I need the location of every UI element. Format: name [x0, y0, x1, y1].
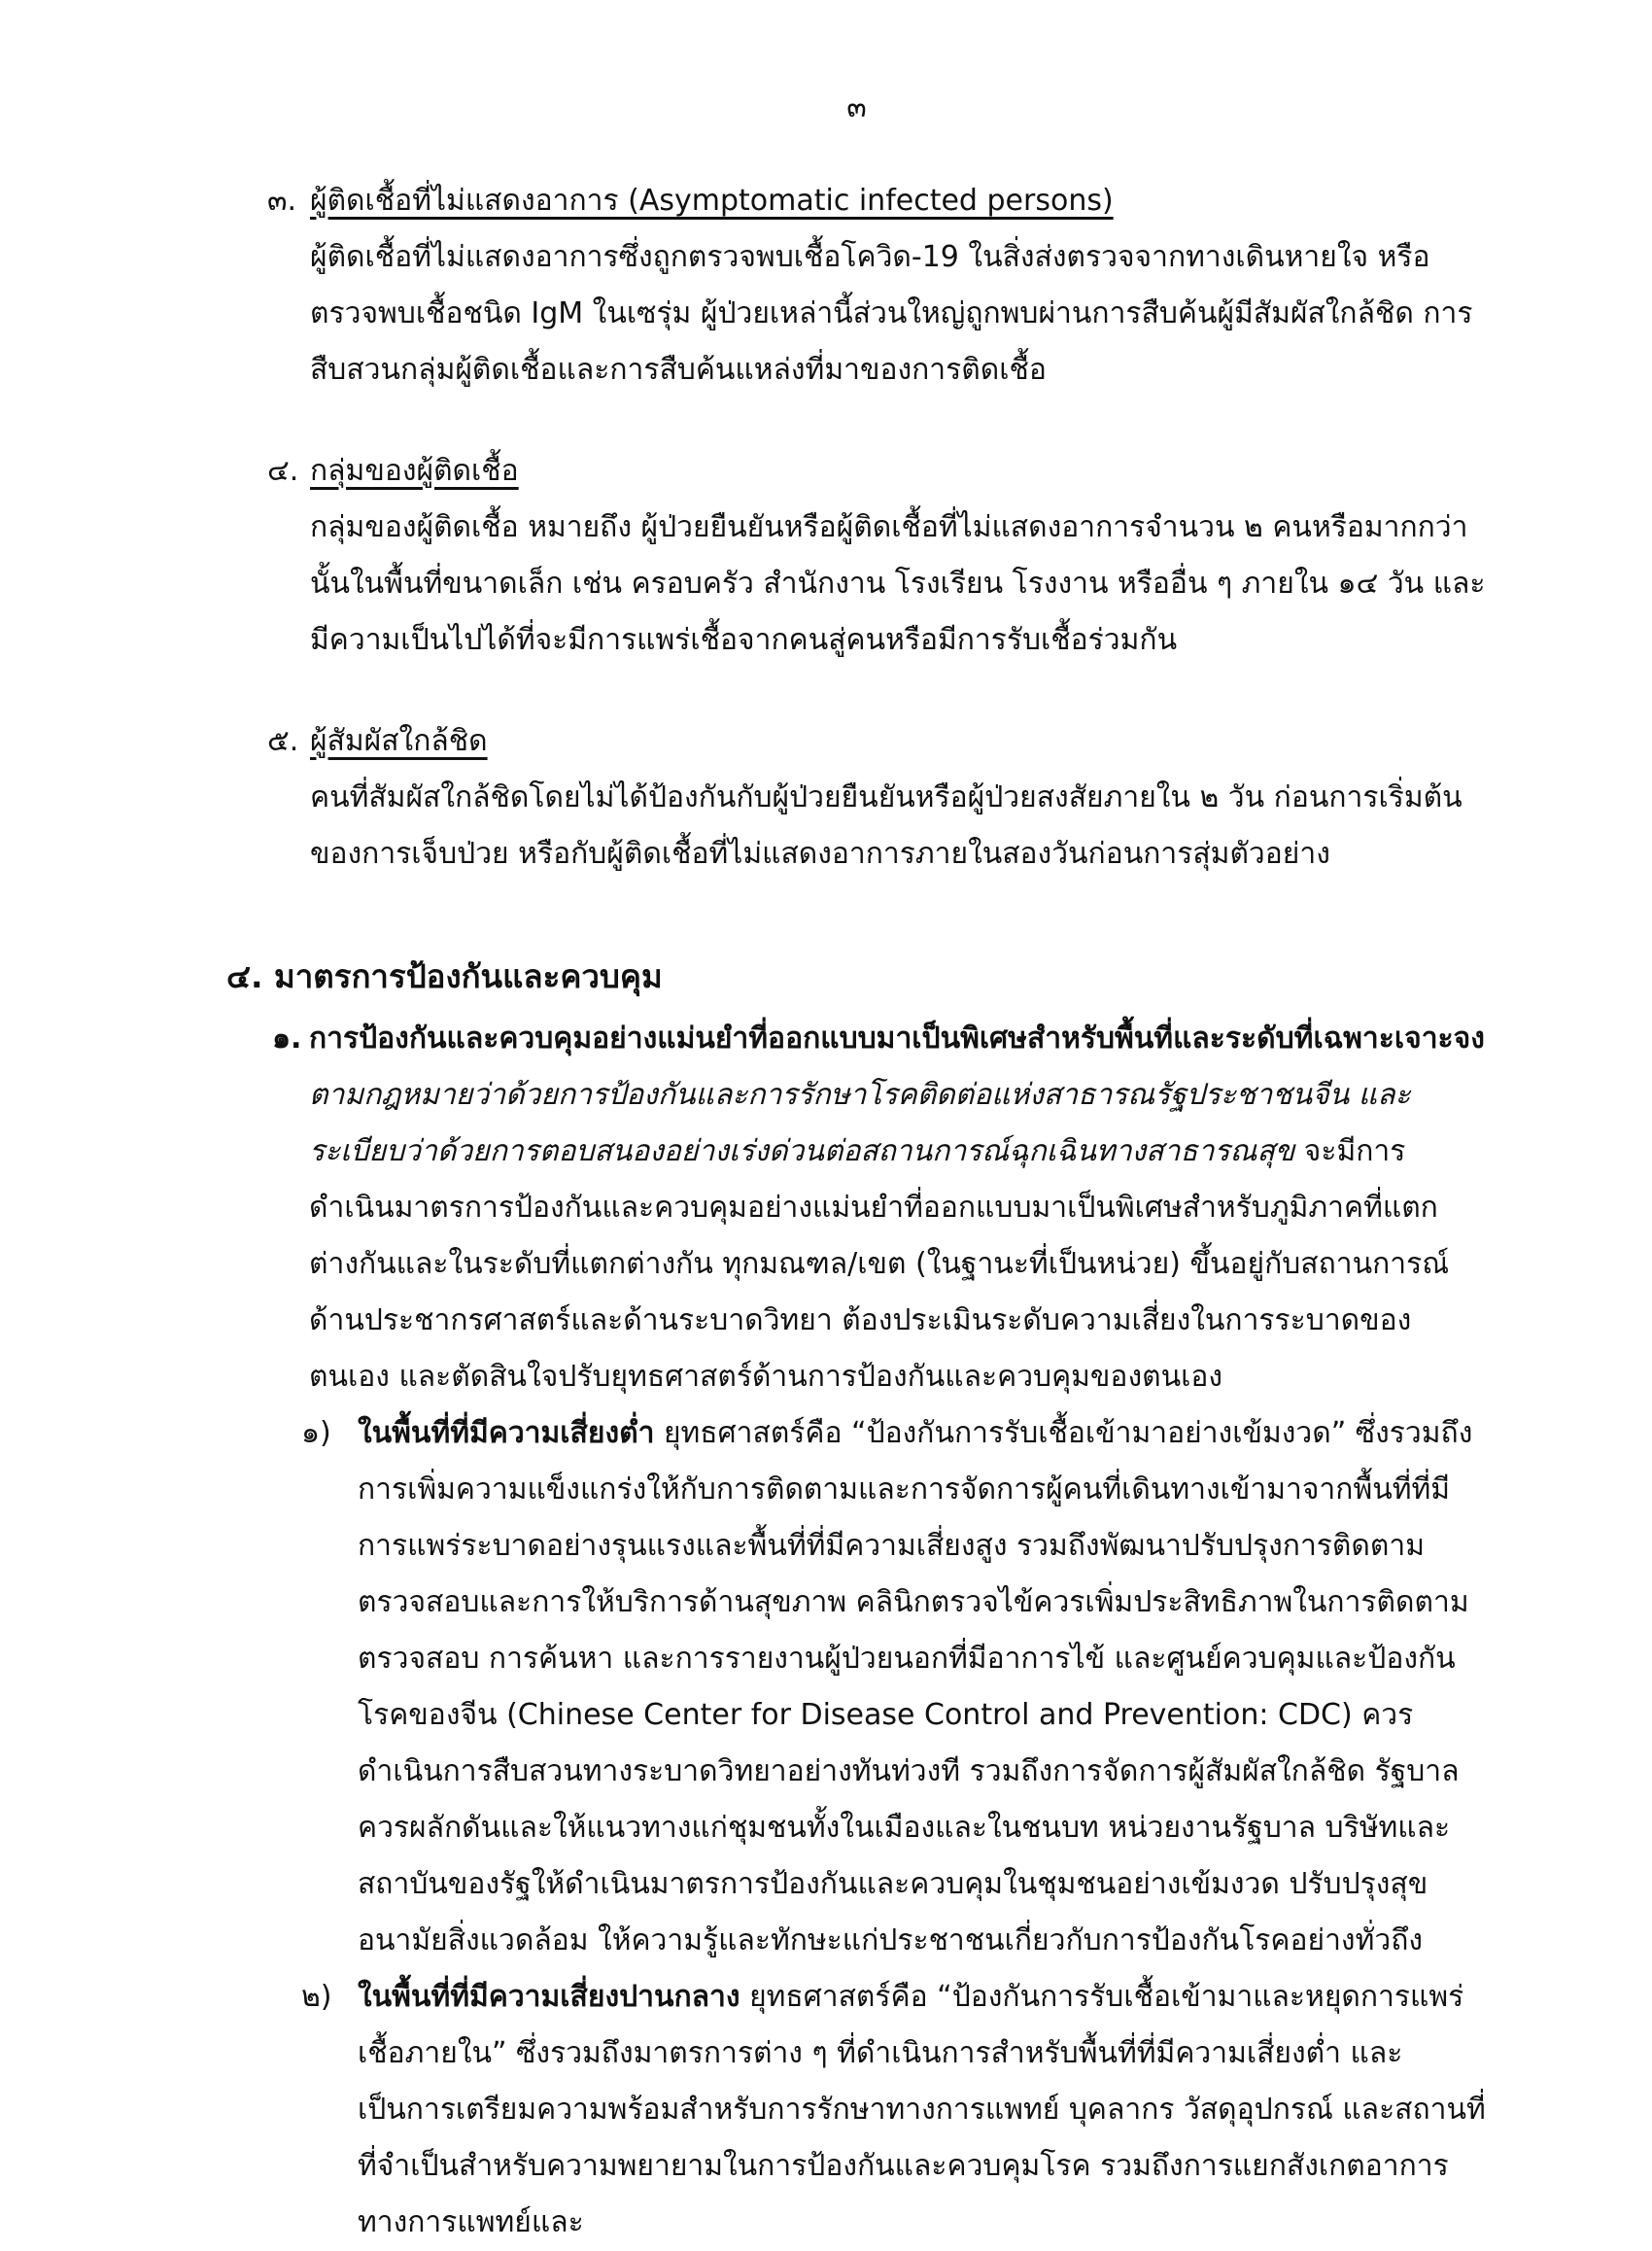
risk-item-body: ยุทธศาสตร์คือ “ป้องกันการรับเชื้อเข้ามาอย่างเข้มงวด” ซึ่งรวมถึงการเพิ่มความแข็งแกร่งให้กับการติดตามและการจัดการผู้คนที่เดินทางเข้ามาจากพื้นที่ที่มีการแพร่ระบาดอย่างรุนแรงและพื้นที่ที่มีความเสี่ยงสูง รวมถึงพัฒนาปรับปรุงการติดตามตรวจสอบและการให้บริการด้านสุขภาพ คลินิกตรวจไข้ควรเพิ่มประสิทธิภาพในการติดตามตรวจสอบ การค้นหา และการรายงานผู้ป่วยนอกที่มีอาการไข้ และศูนย์ควบคุมและป้องกันโรคของจีน (Chinese Center for Disease Control and Prevention: CDC) ควรดำเนินการสืบสวนทางระบาดวิทยาอย่างทันท่วงที รวมถึงการจัดการผู้สัมผัสใกล้ชิด รัฐบาลควรผลักดันและให้แนวทางแก่ชุมชนทั้งในเมืองและในชนบท หน่วยงานรัฐบาล บริษัทและสถาบันของรัฐให้ดำเนินมาตรการป้องกันและควบคุมในชุมชนอย่างเข้มงวด ปรับปรุงสุขอนามัยสิ่งแวดล้อม ให้ความรู้และทักษะแก่ประชาชนเกี่ยวกับการป้องกันโรคอย่างทั่วถึง: [358, 1416, 1473, 1957]
definition-marker: ๕.: [267, 724, 299, 758]
definition-content: [310, 443, 1487, 669]
definition-body: กลุ่มของผู้ติดเชื้อ หมายถึง ผู้ป่วยยืนยันหรือผู้ติดเชื้อที่ไม่แสดงอาการจำนวน ๒ คนหรือมากกว่านั้นในพื้นที่ขนาดเล็ก เช่น ครอบครัว สำนักงาน โรงเรียน โรงงาน หรืออื่น ๆ ภายใน ๑๔ วัน และมีความเป็นไปได้ที่จะมีการแพร่เชื้อจากคนสู่คนหรือมีการรับเชื้อร่วมกัน: [310, 510, 1486, 657]
definition-item-close-contact: [267, 713, 1487, 883]
section-title-text: มาตรการป้องกันและควบคุม: [274, 957, 663, 995]
risk-item-text: [358, 1405, 1487, 1969]
section-prevention-control: [226, 949, 1487, 2251]
definition-marker: ๔.: [267, 454, 299, 488]
paragraph-text: จะมีการดำเนินมาตรการป้องกันและควบคุมอย่างแม่นยำที่ออกแบบมาเป็นพิเศษสำหรับภูมิภาคที่แตกต่างกันและในระดับที่แตกต่างกัน ทุกมณฑล/เขต (ในฐานะที่เป็นหน่วย) ขึ้นอยู่กับสถานการณ์ด้านประชากรศาสตร์และด้านระบาดวิทยา ต้องประเมินระดับความเสี่ยงในการระบาดของตนเอง และตัดสินใจปรับยุทธศาสตร์ด้านการป้องกันและควบคุมของตนเอง: [309, 1134, 1450, 1394]
risk-item-marker: ๒): [301, 1980, 332, 2014]
risk-item-medium: [301, 1969, 1487, 2251]
risk-item-lead: ในพื้นที่ที่มีความเสี่ยงปานกลาง: [358, 1980, 740, 2014]
section-marker: ๔.: [226, 957, 263, 995]
definition-item-cluster: [267, 443, 1487, 669]
section-title: [226, 949, 1487, 1005]
definition-marker: ๓.: [267, 184, 297, 218]
definition-body: คนที่สัมผัสใกล้ชิดโดยไม่ได้ป้องกันกับผู้ป่วยยืนยันหรือผู้ป่วยสงสัยภายใน ๒ วัน ก่อนการเริ่มต้นของการเจ็บป่วย หรือกับผู้ติดเชื้อที่ไม่แสดงอาการภายในสองวันก่อนการสุ่มตัวอย่าง: [310, 780, 1463, 871]
law-name-italic-text: ตามกฎหมายว่าด้วยการป้องกันและการรักษาโรคติดต่อแห่งสาธารณรัฐประชาชนจีน และระเบียบว่าด้วยการตอบสนองอย่างเร่งด่วนต่อสถานการณ์ฉุกเฉินทางสาธารณสุข: [309, 1078, 1411, 1168]
risk-item-low: [301, 1405, 1487, 1969]
definition-heading: กลุ่มของผู้ติดเชื้อ: [310, 454, 519, 488]
risk-item-body: ยุทธศาสตร์คือ “ป้องกันการรับเชื้อเข้ามาและหยุดการแพร่เชื้อภายใน” ซึ่งรวมถึงมาตรการต่าง ๆ ที่ดำเนินการสำหรับพื้นที่ที่มีความเสี่ยงต่ำ และเป็นการเตรียมความพร้อมสำหรับการรักษาทางการแพทย์ บุคลากร วัสดุอุปกรณ์ และสถานที่ที่จำเป็นสำหรับความพยายามในการป้องกันและควบคุมโรค รวมถึงการแยกสังเกตอาการทางการแพทย์และ: [358, 1980, 1486, 2239]
page-number: ๓: [846, 90, 867, 124]
risk-item-text: [358, 1969, 1487, 2251]
definition-heading: ผู้สัมผัสใกล้ชิด: [310, 724, 488, 758]
subsection-title: การป้องกันและควบคุมอย่างแม่นยำที่ออกแบบมาเป็นพิเศษสำหรับพื้นที่และระดับที่เฉพาะเจาะจง: [309, 1022, 1485, 1056]
definition-content: [310, 713, 1487, 883]
risk-item-marker: ๑): [301, 1416, 331, 1450]
subsection-marker: ๑.: [272, 1022, 302, 1056]
definition-item-asymptomatic: [267, 173, 1487, 398]
definition-body: ผู้ติดเชื้อที่ไม่แสดงอาการซึ่งถูกตรวจพบเชื้อโควิด-19 ในสิ่งส่งตรวจจากทางเดินหายใจ หรือตรวจพบเชื้อชนิด IgM ในเซรุ่ม ผู้ป่วยเหล่านี้ส่วนใหญ่ถูกพบผ่านการสืบค้นผู้มีสัมผัสใกล้ชิด การสืบสวนกลุ่มผู้ติดเชื้อและการสืบค้นแหล่งที่มาของการติดเชื้อ: [310, 240, 1473, 387]
definition-content: [310, 173, 1487, 398]
risk-item-lead: ในพื้นที่ที่มีความเสี่ยงต่ำ: [358, 1416, 655, 1450]
subsection-paragraph: [309, 1067, 1487, 1405]
definition-heading: ผู้ติดเชื้อที่ไม่แสดงอาการ (Asymptomatic infected persons): [310, 184, 1114, 218]
subsection-precise-prevention: [272, 1011, 1487, 1067]
